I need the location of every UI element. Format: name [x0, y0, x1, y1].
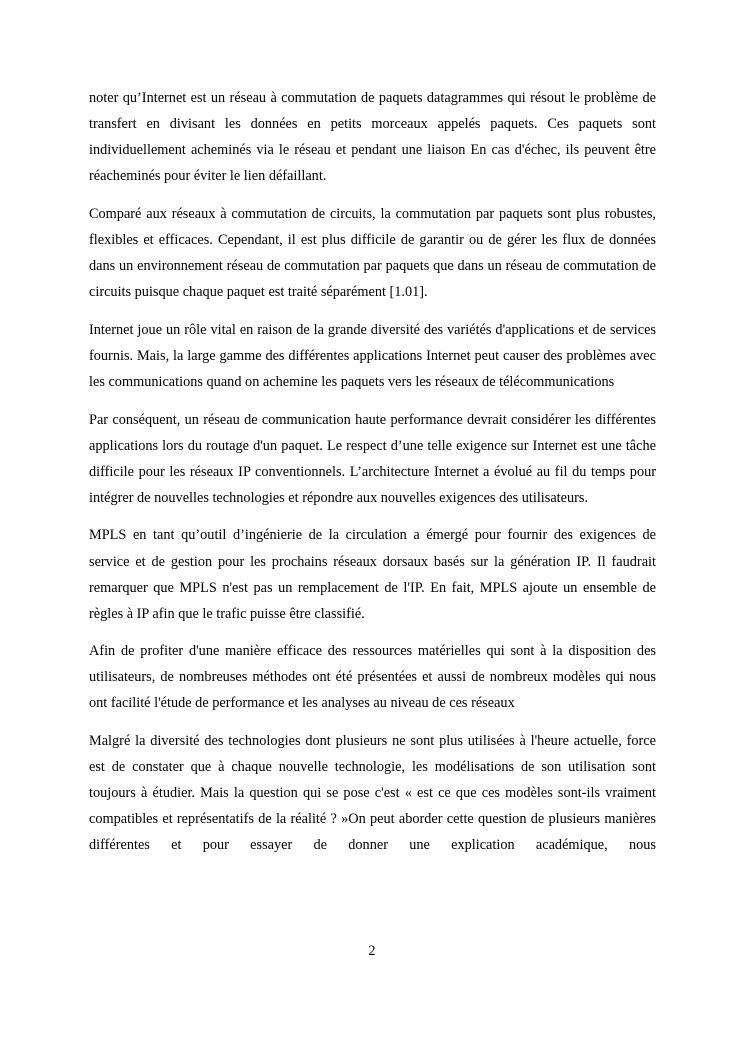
page-number: 2	[368, 943, 376, 959]
paragraph-circuit-comparison: Comparé aux réseaux à commutation de circuits, la commutation par paquets sont plus robustes, flexibles et efficaces. Cependant, il est plus difficile de garantir ou de gérer les flux de données dans un environnement réseau de commutation par paquets que dans un réseau de commutation de circuits puisque chaque paquet est traité séparément [1.01].	[89, 205, 656, 301]
body-text	[89, 85, 656, 859]
paragraph-internet-role: Internet joue un rôle vital en raison de la grande diversité des variétés d'applications et de services fournis. Mais, la large gamme des différentes applications Internet peut causer des problèmes avec les communications quand on achemine les paquets vers les réseaux de télécommunications	[89, 321, 656, 390]
paragraph-resources: Afin de profiter d'une manière efficace des ressources matérielles qui sont à la disposition des utilisateurs, de nombreuses méthodes ont été présentées et aussi de nombreux modèles qui nous ont facilité l'étude de performance et les analyses au niveau de ces réseaux	[89, 643, 656, 712]
paragraph-mpls: MPLS en tant qu’outil d’ingénierie de la circulation a émergé pour fournir des exigences de service et de gestion pour les prochains réseaux dorsaux basés sur la génération IP. Il faudrait remarquer que MPLS n'est pas un remplacement de l'IP. En fait, MPLS ajoute un ensemble de règles à IP afin que le trafic puisse être classifié.	[89, 527, 656, 622]
paragraph-packet-switching-intro: noter qu’Internet est un réseau à commutation de paquets datagrammes qui résout le problème de transfert en divisant les données en petits morceaux appelés paquets. Ces paquets sont individuellement acheminés via le réseau et pendant une liaison En cas d'échec, ils peuvent être réacheminés pour éviter le lien défaillant.	[89, 90, 656, 185]
paragraph-high-performance-network: Par conséquent, un réseau de communication haute performance devrait considérer les différentes applications lors du routage d'un paquet. Le respect d’une telle exigence sur Internet est une tâche difficile pour les réseaux IP conventionnels. L’architecture Internet a évolué au fil du temps pour intégrer de nouvelles technologies et répondre aux nouvelles exigences des utilisateurs.	[89, 411, 656, 506]
paragraph-technologies: Malgré la diversité des technologies dont plusieurs ne sont plus utilisées à l'heure actuelle, force est de constater que à chaque nouvelle technologie, les modélisations de son utilisation sont toujours à étudier. Mais la question qui se pose c'est « est ce que ces modèles sont-ils vraiment compatibles et représentatifs de la réalité ? »On peut aborder cette question de plusieurs manières différentes et pour essayer de donner une explication académique, nous	[89, 733, 656, 854]
